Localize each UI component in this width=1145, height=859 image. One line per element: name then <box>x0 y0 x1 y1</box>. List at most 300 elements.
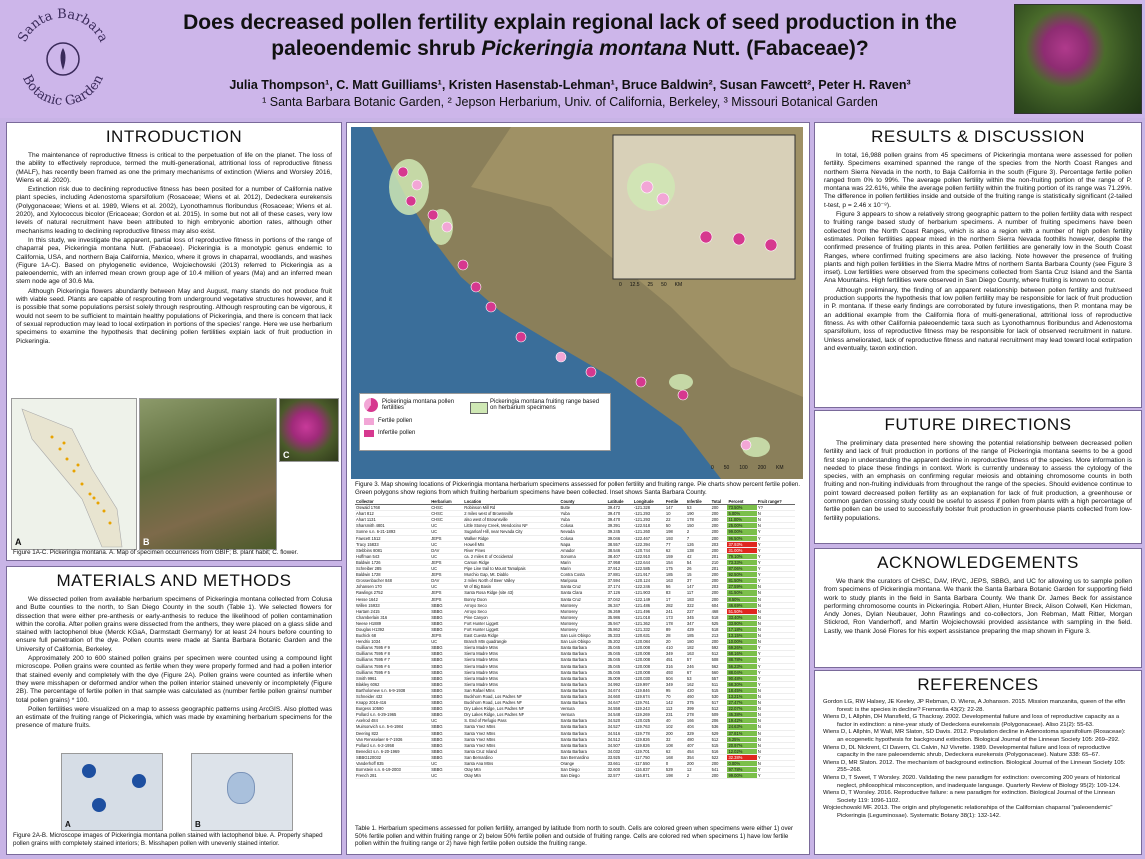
table-cell: Hoffman 543 <box>355 553 430 559</box>
table-cell: 34.674 <box>607 687 633 693</box>
table-cell: -122.518 <box>633 523 665 529</box>
table-cell: Y <box>757 578 795 584</box>
table-cell: 200 <box>711 578 728 584</box>
table-cell: DAV <box>430 547 463 553</box>
map-legend <box>359 393 611 451</box>
table-cell: 62 <box>665 547 686 553</box>
table-cell: Y <box>757 754 795 760</box>
table-1-caption: Table 1. Herbarium specimens assessed for pollen fertility, arranged by latitude from north to south. Cells are colored green when specimens were either 1) over 50% fertile pollen and within fruiting range or 2) below 50% fertile pollen and outside of fruiting range. Cells are colored red when specimens 1) have low fertile pollen within the fruiting range or 2) have high fertile pollen outside the fruiting range. <box>355 825 794 848</box>
table-cell: -120.631 <box>633 633 665 639</box>
table-cell: 178 <box>686 517 711 523</box>
table-cell: UC <box>430 541 463 547</box>
table-cell: 45.38% <box>727 712 756 718</box>
table-cell: CHSC <box>430 511 463 517</box>
table-cell: UC <box>430 553 463 559</box>
table-cell: Pine Canyon <box>463 614 559 620</box>
acknowledgements-text: We thank the curators of CHSC, DAV, IRVC, JEPS, SBBG, and UC for allowing us to sample pollen from specimens of Pickeringia montana. We thank the Santa Barbara Botanic Garden for supporting field work to study plants in the field in Santa Barbara County. We thank Dr. James Beck for assistance performing chromosome counts in Pickeringia. Robert Allen, Hunter Breck, Alison Colwell, Ken Hickman, Andy Jones, Dylan Neubauer, John Rawlings and co-collectors, Jon Rebman, Matt Ritter, Morgan Stickrod, Ron Vanderhoff, and Martin Wojciechowski provided assistance with sampling in the field. Lastly, we thank José Flores for his expert assistance preparing the map shown in Figure 3. <box>824 578 1132 635</box>
table-cell: 53 <box>686 675 711 681</box>
table-cell: -116.837 <box>633 767 665 773</box>
table-cell: SBBG <box>430 748 463 754</box>
table-cell: -121.018 <box>633 614 665 620</box>
table-cell: Y <box>757 535 795 541</box>
table-cell: Sierra Madre Mtns <box>463 651 559 657</box>
table-cell: UC <box>430 639 463 645</box>
table-cell: 35.202 <box>607 639 633 645</box>
table-cell: Y <box>757 572 795 578</box>
main-scale-bar: 0 50 100 200 KM <box>711 465 784 471</box>
table-cell: Hartam 2415 <box>355 608 430 614</box>
table-cell: N <box>757 584 795 590</box>
table-cell: S. End of Refugio Pass <box>463 718 559 724</box>
table-cell: 37.881 <box>607 572 633 578</box>
table-cell: Tracy 15833 <box>355 541 430 547</box>
table-cell: 95 <box>665 687 686 693</box>
table-cell: 522 <box>711 754 728 760</box>
table-cell: SBBG <box>430 620 463 626</box>
table-cell: 37.594 <box>607 578 633 584</box>
garden-logo <box>8 4 118 114</box>
table-cell: Neese H1889 <box>355 620 430 626</box>
table-cell: -120.025 <box>633 718 665 724</box>
table-cell: -119.997 <box>633 681 665 687</box>
figure-3-caption: Figure 3. Map showing locations of Pickeringia montana herbarium specimens assessed for pollen fertility and fruiting range. Pie charts show percent fertile pollen. Green polygons show regions from which fruiting herbarium specimens have been collected. Inset shows Santa Barbara County. <box>355 481 801 496</box>
table-cell: Schreiber 285 <box>355 566 430 572</box>
table-cell: N <box>757 700 795 706</box>
table-cell: 200 <box>711 761 728 767</box>
table-cell: Douglas H1392 <box>355 626 430 632</box>
table-cell: 429 <box>686 626 711 632</box>
table-cell: 39.472 <box>607 505 633 511</box>
table-cell: 34.647 <box>607 700 633 706</box>
table-cell: 345 <box>686 614 711 620</box>
table-cell: 166 <box>686 718 711 724</box>
author-list: Julia Thompson¹, C. Matt Guilliams¹, Kristen Hasenstab-Lehman¹, Bruce Baldwin², Susan Fawcett², Peter H. Raven³ <box>229 78 911 92</box>
references-panel <box>814 670 1142 855</box>
table-cell: 200 <box>711 590 728 596</box>
table-cell: 227 <box>686 608 711 614</box>
table-cell: also west of Brownsville <box>463 517 559 523</box>
table-cell: -121.362 <box>633 620 665 626</box>
table-cell: 27.47% <box>727 700 756 706</box>
svg-text:Santa Barbara: Santa Barbara <box>15 6 111 45</box>
table-cell: Santa Barbara <box>559 718 606 724</box>
table-cell: Guilliams 7595 # 8 <box>355 651 430 657</box>
table-cell: -120.008 <box>633 657 665 663</box>
table-cell: 13.21% <box>727 694 756 700</box>
introduction-heading: INTRODUCTION <box>105 127 243 146</box>
table-cell: -119.778 <box>633 730 665 736</box>
table-cell: Axelrod 484 <box>355 718 430 724</box>
table-cell: 241 <box>665 608 686 614</box>
table-cell: 36.347 <box>607 602 633 608</box>
table-cell: N <box>757 694 795 700</box>
table-cell: Sierra Madre Mtns <box>463 669 559 675</box>
table-cell: Santa Ynez Mtns <box>463 742 559 748</box>
table-cell: Colusa <box>559 535 606 541</box>
table-cell: 420 <box>686 687 711 693</box>
table-cell: Ahart 1131 <box>355 517 430 523</box>
table-cell: 34.548 <box>607 712 633 718</box>
table-cell: Monterey <box>559 626 606 632</box>
table-cell: 35.045 <box>607 645 633 651</box>
table-cell: 508 <box>711 657 728 663</box>
table-cell: 12 <box>686 767 711 773</box>
figure-2b-label: B <box>195 820 201 829</box>
table-cell: 2 miles west of Brownsville <box>463 511 559 517</box>
table-cell: 35.045 <box>607 657 633 663</box>
table-cell: 35.333 <box>607 633 633 639</box>
table-cell: 37.126 <box>607 590 633 596</box>
figure-3-map <box>351 127 803 479</box>
table-cell: -121.496 <box>633 608 665 614</box>
table-cell: 168 <box>665 754 686 760</box>
table-cell: 210 <box>711 559 728 565</box>
table-cell: Hendrix 1034 <box>355 639 430 645</box>
table-cell: Y <box>757 675 795 681</box>
table-cell: Amador <box>559 547 606 553</box>
table-cell: UC <box>430 718 463 724</box>
methods-text: We dissected pollen from available herbarium specimens of Pickeringia montana collected from Colusa and Butte counties to the north, to San Diego County in the south (Table 1). We selected flowers for dissection that were either pre-anthesis or early-anthesis to reduce the likelihood of pollen contamination within the corolla. After pollen grains were dissected from the anthers, they were placed on a glass slide and stained with lactophenol blue (Merck KGaA, Darmstadt Germany) for at least 24 hours before counting to ensure full penetration of the dye. Pollen counts were made at Santa Barbara Botanic Garden and the University of California, Berkeley. Approximately 200 to 600 stained pollen grains per specimen were counted using a compound light microscope. Pollen grains were counted as fertile when they were properly formed and had a pollen interior that stained evenly and completely with the dye (Figure 2A). Pollen grains were counted as infertile when they were misshapen or deformed and/or when the pollen interior stained unevenly or incompletely (Figure 2B). The percentage of fertile pollen in that sample was calculated as (number fertile pollen grains/ number total pollen grains) * 100. Pollen fertilities were visualized on a map to assess geographic patterns using ArcGIS. Also plotted was an estimate of the fruiting range of Pickeringia, which was made by examining herbarium specimens for the presence of mature fruits. <box>16 596 332 730</box>
table-cell: N <box>757 633 795 639</box>
table-header-cell: Percent <box>727 499 756 505</box>
table-cell: Mariposa <box>559 578 606 584</box>
table-cell: -121.917 <box>633 572 665 578</box>
table-cell: 518 <box>711 626 728 632</box>
table-cell: 185 <box>686 633 711 639</box>
table-cell: 35.045 <box>607 669 633 675</box>
figure-2a-label: A <box>65 820 71 829</box>
table-cell: W of Big Basin <box>463 584 559 590</box>
table-cell: Arroyo Seco <box>463 602 559 608</box>
table-cell: 22.07% <box>727 706 756 712</box>
table-cell: SBBG120032 <box>355 754 430 760</box>
table-cell: 31.00% <box>727 547 756 553</box>
table-cell: Fort Hunter Liggett <box>463 620 559 626</box>
table-cell: Santa Barbara <box>559 742 606 748</box>
table-cell: -121.328 <box>633 505 665 511</box>
table-cell: JEPS <box>430 559 463 565</box>
table-cell: 32.577 <box>607 773 633 779</box>
affiliations: ¹ Santa Barbara Botanic Garden, ² Jepson Herbarium, Univ. of California, Berkeley, ³ Missouri Botanical Garden <box>262 95 878 109</box>
table-cell: 213 <box>711 633 728 639</box>
table-cell: UC <box>430 523 463 529</box>
table-cell: CHSC <box>430 505 463 511</box>
table-cell: 67 <box>686 669 711 675</box>
table-cell: 200 <box>686 761 711 767</box>
methods-heading: MATERIALS AND METHODS <box>56 571 292 590</box>
table-cell: Dry Lakes Ridge, Los Padres NF <box>463 712 559 718</box>
table-cell: 163 <box>665 578 686 584</box>
figure-2-caption: Figure 2A-B. Microscope images of Pickeringia montana pollen stained with lactophenol blue. A. Properly shaped pollen grains with completely stained interiors; B. Misshapen pollen with unevenly stained interior. <box>13 832 323 847</box>
table-cell: N <box>757 517 795 523</box>
table-cell: Chamberlain 316 <box>355 614 430 620</box>
table-cell: 40 <box>665 718 686 724</box>
table-cell: Y <box>757 645 795 651</box>
table-cell: 108 <box>665 742 686 748</box>
table-cell: -121.486 <box>633 602 665 608</box>
table-cell: 529 <box>711 730 728 736</box>
table-cell: 529 <box>665 767 686 773</box>
table-cell: Guilliams 7595 # 6 <box>355 663 430 669</box>
table-cell: Santa Barbara <box>559 651 606 657</box>
table-cell: Little Stoney Creek, Mendocino NF <box>463 523 559 529</box>
table-cell: N <box>757 626 795 632</box>
table-cell: 203 <box>711 541 728 547</box>
table-cell: Sonne s.n. 6-21-1893 <box>355 529 430 535</box>
table-cell: -122.394 <box>633 541 665 547</box>
table-cell: 32.38% <box>727 754 756 760</box>
table-cell: 37.93% <box>727 541 756 547</box>
table-cell: SBBG <box>430 651 463 657</box>
table-cell: -120.084 <box>633 639 665 645</box>
table-cell: Baldwin 1726 <box>355 559 430 565</box>
table-cell: JEPS <box>430 572 463 578</box>
table-cell: 38.546 <box>607 547 633 553</box>
table-cell: 200 <box>711 572 728 578</box>
table-cell: 451 <box>665 657 686 663</box>
table-cell: Branch Mtn quadrangle <box>463 639 559 645</box>
table-cell: Deering 822 <box>355 730 430 736</box>
table-cell: 147 <box>686 584 711 590</box>
table-cell: Marin <box>559 559 606 565</box>
table-cell: SBBG <box>430 736 463 742</box>
poster-header <box>0 0 1145 118</box>
introduction-panel <box>6 122 342 561</box>
table-cell: 25.00% <box>727 523 756 529</box>
header-flower-photo <box>1014 4 1142 114</box>
table-cell: SBBG <box>430 712 463 718</box>
table-cell: Pollard s.n. 6-29-1965 <box>355 712 430 718</box>
table-header-cell: Location <box>463 499 559 505</box>
table-cell: 70 <box>665 694 686 700</box>
table-cell: Knapp 2016-416 <box>355 700 430 706</box>
table-cell: 39.391 <box>607 523 633 529</box>
legend-infertile: Infertile pollen <box>378 430 416 436</box>
table-cell: Murchio Gap, Mt. Diablo <box>463 572 559 578</box>
table-cell: Guilliams 7595 # 7 <box>355 657 430 663</box>
table-cell: Contra Costa <box>559 572 606 578</box>
table-cell: SBBG <box>430 657 463 663</box>
references-list <box>815 699 1141 821</box>
table-cell: SBBG <box>430 700 463 706</box>
figure-1a-map <box>11 398 137 550</box>
table-cell: Carson Ridge <box>463 559 559 565</box>
table-cell: 349 <box>665 651 686 657</box>
methods-panel <box>6 566 342 855</box>
table-cell: N <box>757 706 795 712</box>
table-cell: 163 <box>686 651 711 657</box>
table-header-cell: Fertile <box>665 499 686 505</box>
table-cell: 27.59% <box>727 584 756 590</box>
table-cell: CHSC <box>430 517 463 523</box>
table-cell: 126 <box>686 541 711 547</box>
table-cell: 511 <box>711 681 728 687</box>
table-cell: 56.23% <box>727 663 756 669</box>
table-cell: 62 <box>665 748 686 754</box>
table-cell: N <box>757 639 795 645</box>
table-cell: 11.00% <box>727 517 756 523</box>
table-cell: Santa Ynez Mtns <box>463 736 559 742</box>
table-cell: 77 <box>665 541 686 547</box>
table-cell: Yuba <box>559 517 606 523</box>
table-cell: -120.008 <box>633 645 665 651</box>
table-header-cell: Herbarium <box>430 499 463 505</box>
table-cell: 35.986 <box>607 614 633 620</box>
table-cell: SBBG <box>430 754 463 760</box>
table-cell: ca. 2 miles E of Occidental <box>463 553 559 559</box>
table-cell: 53 <box>686 505 711 511</box>
table-header-cell: Latitude <box>607 499 633 505</box>
table-cell: 354 <box>686 754 711 760</box>
table-cell: 41.50% <box>727 590 756 596</box>
table-cell: N <box>757 748 795 754</box>
table-cell: 37.912 <box>607 566 633 572</box>
specimen-table <box>351 499 805 819</box>
table-cell: 282 <box>665 602 686 608</box>
legend-fertile: Fertile pollen <box>378 418 413 424</box>
table-cell: 515 <box>711 742 728 748</box>
table-cell: -117.550 <box>633 761 665 767</box>
table-cell: 22 <box>665 517 686 523</box>
table-cell: Walker Ridge <box>463 535 559 541</box>
table-cell: East Cuesta Ridge <box>463 633 559 639</box>
table-cell: 200 <box>711 517 728 523</box>
table-cell: 604 <box>711 602 728 608</box>
table-cell: 200 <box>711 773 728 779</box>
table-cell: 407 <box>686 742 711 748</box>
table-cell: 410 <box>665 645 686 651</box>
table-cell: 329 <box>686 730 711 736</box>
references-heading: REFERENCES <box>917 675 1039 694</box>
table-cell: Santa Barbara <box>559 675 606 681</box>
table-cell: Santa Barbara <box>559 687 606 693</box>
table-cell: Rawlings 2752 <box>355 590 430 596</box>
table-cell: 162 <box>686 681 711 687</box>
table-cell: -119.674 <box>633 694 665 700</box>
table-cell: 17.18% <box>727 626 756 632</box>
table-cell: -121.293 <box>633 517 665 523</box>
table-cell: -122.149 <box>633 596 665 602</box>
table-cell: 159 <box>665 553 686 559</box>
table-cell: Baldwin 1728 <box>355 572 430 578</box>
table-cell: N <box>757 602 795 608</box>
table-cell: 36.269 <box>607 608 633 614</box>
table-cell: 6.25% <box>727 736 756 742</box>
table-cell: 20.97% <box>727 742 756 748</box>
table-cell: 185 <box>665 572 686 578</box>
table-cell: 201 <box>711 553 728 559</box>
table-cell: 81.50% <box>727 578 756 584</box>
table-cell: N <box>757 761 795 767</box>
table-cell: Y? <box>757 505 795 511</box>
table-cell: Muirsonvich s.n. 5-6-1984 <box>355 724 430 730</box>
table-cell: 399 <box>686 706 711 712</box>
future-directions-panel <box>814 410 1142 544</box>
table-cell: 183 <box>686 596 711 602</box>
table-cell: 518 <box>711 614 728 620</box>
table-cell: 150 <box>686 523 711 529</box>
table-cell: Santa Ynez Mtns <box>463 724 559 730</box>
table-cell: 38.557 <box>607 541 633 547</box>
table-cell: -120.008 <box>633 663 665 669</box>
table-cell: 73.50% <box>727 505 756 511</box>
table-cell: Van Rensselaer 6-7-1936 <box>355 736 430 742</box>
table-cell: 509 <box>711 712 728 718</box>
table-cell: N <box>757 687 795 693</box>
table-cell: 33.40% <box>727 614 756 620</box>
table-cell: -122.246 <box>633 584 665 590</box>
table-cell: 90.48% <box>727 675 756 681</box>
table-cell: 34.660 <box>607 694 633 700</box>
table-cell: Bornstein s.n. 6-19-2003 <box>355 767 430 773</box>
table-cell: 0 <box>665 761 686 767</box>
table-cell: UC <box>430 761 463 767</box>
figure-1c-flower-photo <box>279 398 339 462</box>
table-cell: 99.00% <box>727 529 756 535</box>
table-header-cell: Longitude <box>633 499 665 505</box>
table-cell: Y <box>757 773 795 779</box>
table-cell: 34.516 <box>607 730 633 736</box>
table-cell: Howell Mts <box>463 541 559 547</box>
figure-1a-label: A <box>15 537 22 547</box>
table-cell: Schneider 432 <box>355 694 430 700</box>
table-cell: Pipe Line trail to Mount Tamalpais <box>463 566 559 572</box>
table-cell: Johansen 170 <box>355 584 430 590</box>
table-cell: Otay Mtn <box>463 773 559 779</box>
table-cell: Nevada <box>559 529 606 535</box>
table-cell: 178 <box>665 620 686 626</box>
table-cell: 180 <box>686 639 711 645</box>
table-cell: 37.042 <box>607 596 633 602</box>
table-cell: -120.008 <box>633 651 665 657</box>
table-cell: 536 <box>711 724 728 730</box>
table-cell: Y <box>757 547 795 553</box>
table-cell: 68.30% <box>727 681 756 687</box>
table-cell: Y <box>757 657 795 663</box>
table-cell: 46.69% <box>727 602 756 608</box>
table-cell: Santa Barbara <box>559 681 606 687</box>
results-text: In total, 16,988 pollen grains from 45 specimens of Pickeringia montana were assessed for pollen fertility. Specimens examined spanned the range of the species from the North Coast Ranges and northern Sierra Nevada in the north, to Baja California in the south (Figure 3). Percentage fertile pollen ranged from 0% to 99%. The average pollen fertility within the non-fruiting portion of the range of P. montana was 22.61%, while the average pollen fertility within the fruiting portion of its range was 71.29%. The difference in pollen fertilities inside and outside of the fruiting range is statistically significant (2-tailed t-test, p = 2.46 x 10⁻⁸). Figure 3 appears to show a relatively strong geographic pattern to the pollen fertility data with respect to fruiting range based study of herbarium specimens. A number of fruiting specimens have been collected from the North Coast Ranges, which is also a region with a number of high pollen fertility estimates. Pollen fertilities appear mixed in the northern Sierra Nevada foothills however, despite the confirmed presence of fruiting plants in this area. Pollen fertilities are generally low in the South Coast Ranges, where confirmed fruiting specimens are also lacking. Note however the presence of fruiting plants and high pollen fertilities in the Sierra Madre Mtns of northern Santa Barbara County (see Figure 3 inset). Low fertilities were observed from the specimens collected from Santa Cruz Island and the Santa Ana Mountains. High fertilities were observed in San Diego County, where fruiting is known to occur. Although preliminary, the finding of an apparent relationship between pollen fertility and fruit/seed production supports the hypothesis that low pollen fertility may be responsible for lack of fruit production in P. montana. If these early findings are corroborated by future investigations, then P. montana may be an additional example from the California flora of multi-generational, attritional loss of reproductive fitness. As with other California paleoendemic taxa such as Lyonothamnus floribundus and Adenostoma sparsifolium, loss of reproductive fitness may be responsible for lack of observed recruitment in nature. Unless ameliorated, lack of reproductive fitness and natural recruitment may lead toward local extirpation and eventually, taxon extinction. <box>824 152 1132 352</box>
table-cell: 154 <box>665 559 686 565</box>
table-cell: 512 <box>711 706 728 712</box>
table-cell: -121.332 <box>633 626 665 632</box>
table-header-cell: Fruit range? <box>757 499 795 505</box>
table-cell: 530 <box>711 694 728 700</box>
table-cell: 246 <box>686 663 711 669</box>
table-cell: Ventura <box>559 706 606 712</box>
table-cell: Sierra Madre Mtns <box>463 663 559 669</box>
table-cell: 56 <box>665 584 686 590</box>
reference-item: Wiens D, MR Slaton. 2012. The mechanism of background extinction. Biological Journal of the Linnean Society 105: 255–268. <box>823 759 1126 774</box>
map-table-panel <box>346 122 810 855</box>
figure-2a-photo <box>61 753 163 831</box>
table-cell: 88.04% <box>727 669 756 675</box>
table-cell: Santa Barbara <box>559 748 606 754</box>
table-cell: Guilliams 7595 # 5 <box>355 669 430 675</box>
table-cell: Ahart 812 <box>355 511 430 517</box>
table-cell: Bonny Doon <box>463 596 559 602</box>
table-cell: Willen 15933 <box>355 602 430 608</box>
table-cell: 33.661 <box>607 761 633 767</box>
table-cell: 541 <box>711 767 728 773</box>
table-cell: Santa Ynez Mtns <box>463 730 559 736</box>
table-cell: 404 <box>686 724 711 730</box>
table-cell: Santa Barbara <box>559 724 606 730</box>
table-cell: 0.00% <box>727 761 756 767</box>
table-cell: 200 <box>711 547 728 553</box>
figure-1b-habit-photo <box>139 398 277 550</box>
table-cell: 12.02% <box>727 748 756 754</box>
